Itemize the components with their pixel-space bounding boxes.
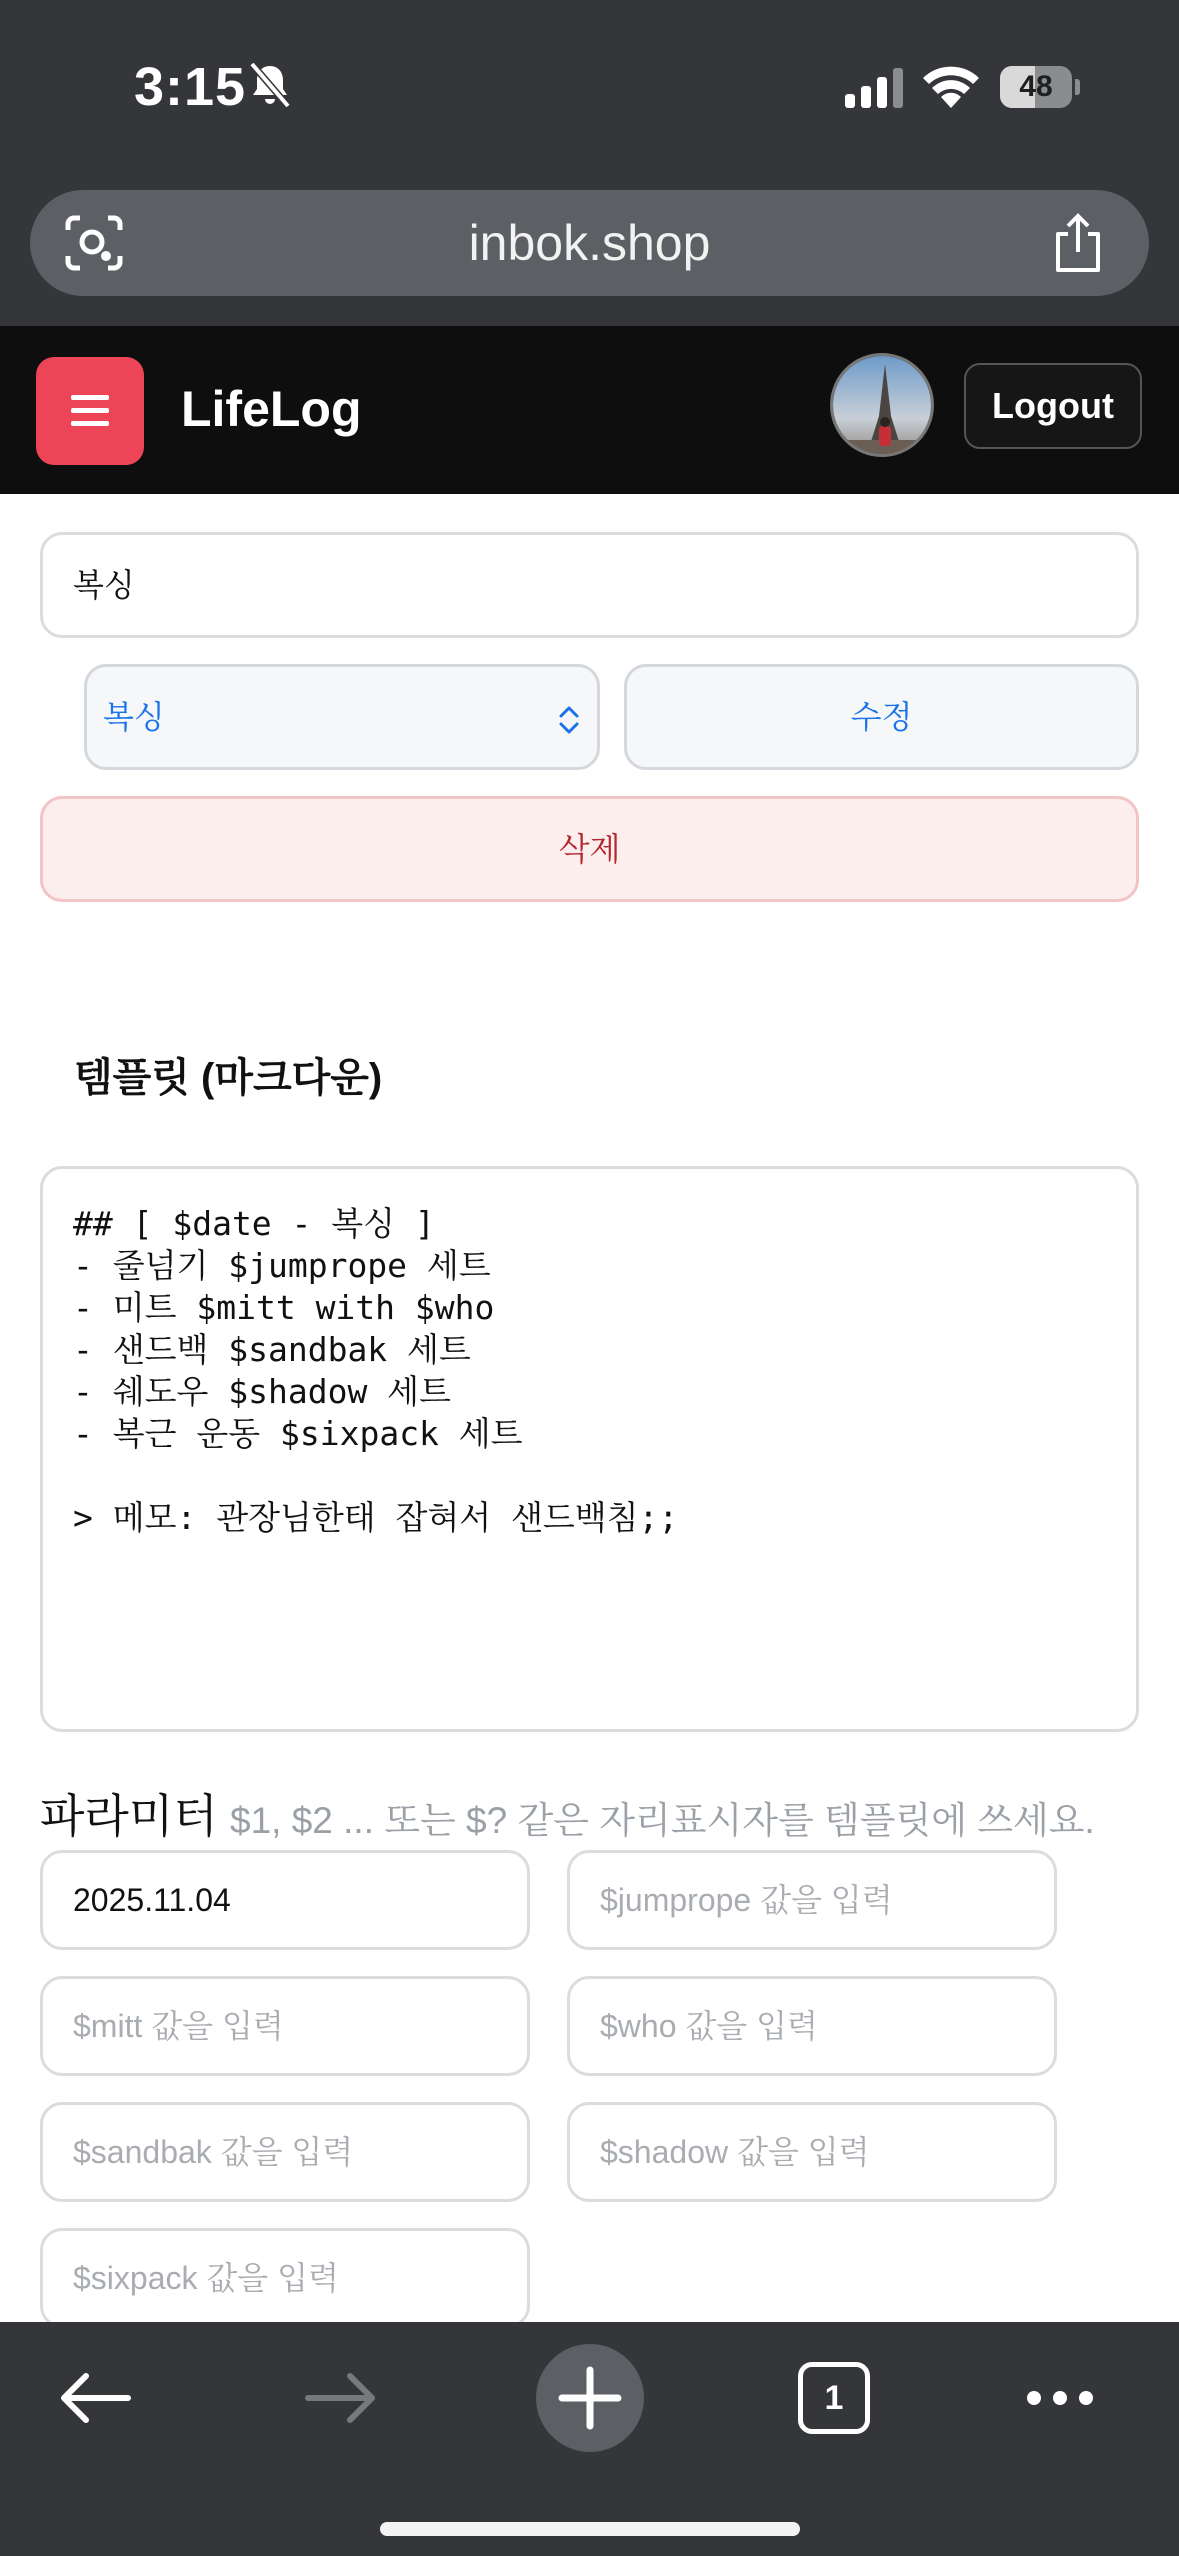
avatar[interactable] — [830, 353, 934, 457]
routine-select[interactable] — [84, 664, 600, 770]
cellular-signal-icon — [845, 68, 905, 108]
home-indicator — [380, 2522, 800, 2536]
main-content — [0, 494, 1179, 2322]
battery-percent: 48 — [1019, 70, 1053, 103]
template-textarea[interactable] — [40, 1166, 1139, 1732]
template-line: - 복근 운동 $sixpack 세트 — [73, 1414, 523, 1453]
param-who-input[interactable]: $who 값을 입력 — [567, 1976, 1057, 2076]
wifi-icon — [923, 64, 979, 108]
eiffel-tower-photo — [833, 356, 934, 457]
menu-button[interactable] — [36, 357, 144, 465]
param-mitt-input[interactable]: $mitt 값을 입력 — [40, 1976, 530, 2076]
edit-button[interactable]: 수정 — [624, 664, 1139, 770]
tab-switcher-button[interactable]: 1 — [798, 2362, 870, 2434]
logout-button[interactable]: Logout — [964, 363, 1142, 449]
param-shadow-input[interactable]: $shadow 값을 입력 — [567, 2102, 1057, 2202]
template-line: - 줄넘기 $jumprope 세트 — [73, 1246, 491, 1285]
template-line — [73, 1455, 1136, 1497]
new-tab-button[interactable] — [536, 2344, 644, 2452]
app-brand[interactable]: LifeLog — [181, 381, 362, 437]
param-date-input[interactable]: 2025.11.04 — [40, 1850, 530, 1950]
bell-slash-icon — [248, 62, 292, 108]
plus-icon — [536, 2344, 644, 2452]
more-options-icon[interactable] — [1024, 2386, 1096, 2410]
template-section-title: 템플릿 (마크다운) — [74, 1056, 383, 1100]
browser-chrome — [0, 0, 1179, 326]
params-label: 파라미터 — [40, 1790, 218, 1842]
back-arrow-icon[interactable] — [58, 2370, 132, 2426]
template-line: - 미트 $mitt with $who — [73, 1288, 495, 1327]
template-line: - 쉐도우 $shadow 세트 — [73, 1372, 451, 1411]
delete-button[interactable]: 삭제 — [40, 796, 1139, 902]
url-text[interactable]: inbok.shop — [468, 215, 711, 271]
param-sandbak-input[interactable]: $sandbak 값을 입력 — [40, 2102, 530, 2202]
browser-toolbar — [0, 2322, 1179, 2556]
param-sixpack-input[interactable]: $sixpack 값을 입력 — [40, 2228, 530, 2322]
address-bar[interactable] — [30, 190, 1149, 296]
select-updown-icon — [557, 705, 581, 735]
template-line: > 메모: 관장님한태 잡혀서 샌드백침;; — [73, 1498, 679, 1537]
hamburger-icon — [71, 395, 109, 427]
template-line: - 샌드백 $sandbak 세트 — [73, 1330, 471, 1369]
forward-arrow-icon[interactable] — [304, 2370, 378, 2426]
share-icon[interactable] — [1050, 212, 1106, 274]
routine-select-value: 복싱 — [103, 699, 165, 735]
template-line: ## [ $date - 복싱 ] — [73, 1204, 435, 1243]
param-jumprope-input[interactable]: $jumprope 값을 입력 — [567, 1850, 1057, 1950]
params-hint: $1, $2 ... 또는 $? 같은 자리표시자를 템플릿에 쓰세요. — [230, 1800, 1095, 1841]
battery-indicator — [1000, 66, 1080, 108]
status-time: 3:15 — [134, 57, 247, 117]
routine-name-input[interactable]: 복싱 — [40, 532, 1139, 638]
app-header — [0, 326, 1179, 494]
